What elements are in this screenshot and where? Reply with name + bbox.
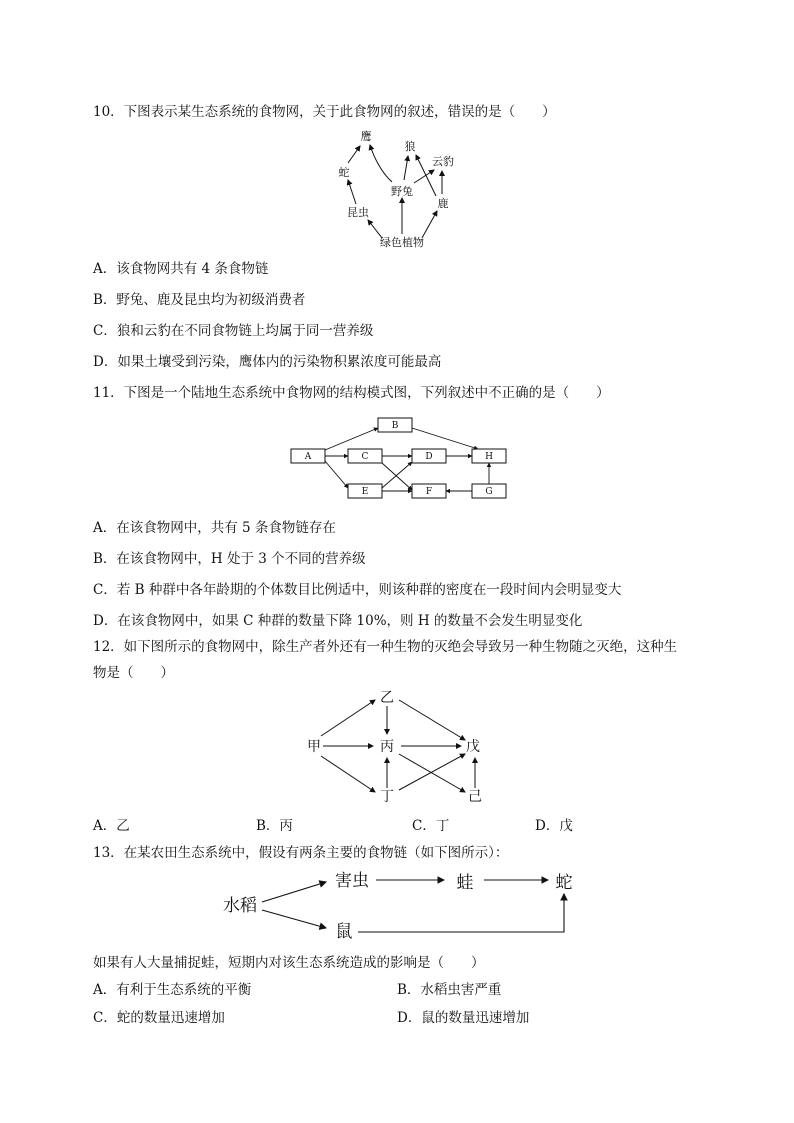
label-b: B: [391, 421, 399, 431]
node-snake: 蛇: [555, 873, 573, 893]
q10-option-b: B．野兔、鹿及昆虫均为初级消费者: [93, 292, 306, 308]
node-yi: 乙: [380, 690, 394, 706]
node-eagle: 鹰: [360, 130, 372, 143]
node-clouded-leopard: 云豹: [432, 155, 454, 168]
label-g: G: [485, 487, 493, 497]
q12-stem-line1: 12．如下图所示的食物网中，除生产者外还有一种生物的灭绝会导致另一种生物随之灭绝，这种生: [93, 639, 678, 655]
node-wolf: 狼: [404, 140, 416, 153]
node-deer: 鹿: [437, 197, 449, 210]
label-a: A: [304, 452, 312, 462]
node-snake: 蛇: [338, 166, 350, 179]
q10-stem: 10．下图表示某生态系统的食物网，关于此食物网的叙述，错误的是（ ）: [93, 104, 556, 120]
q12-stem-line2: 物是（ ）: [93, 665, 174, 681]
q13-option-a: A．有利于生态系统的平衡: [93, 982, 252, 998]
q13-option-d: D．鼠的数量迅速增加: [397, 1010, 530, 1026]
label-e: E: [361, 487, 369, 497]
q10-option-a: A．该食物网共有 4 条食物链: [93, 261, 269, 277]
node-rice: 水稻: [223, 896, 257, 916]
q12-option-c: C．丁: [412, 818, 450, 834]
node-frog: 蛙: [456, 873, 474, 893]
node-rabbit: 野兔: [391, 185, 413, 198]
node-green-plant: 绿色植物: [380, 236, 424, 249]
q13-option-c: C．蛇的数量迅速增加: [93, 1010, 225, 1026]
q11-option-d: D．在该食物网中，如果 C 种群的数量下降 10%，则 H 的数量不会发生明显变化: [93, 613, 583, 629]
q13-stem: 13．在某农田生态系统中，假设有两条主要的食物链（如下图所示）：: [93, 845, 509, 861]
q10-food-web-diagram: [330, 128, 460, 253]
q12-option-b: B．丙: [256, 818, 293, 834]
q11-option-c: C．若 B 种群中各年龄期的个体数目比例适中，则该种群的密度在一段时间内会明显变大: [93, 582, 622, 598]
q13-food-chain-diagram: [218, 866, 578, 942]
node-ding: 丁: [380, 789, 394, 805]
q11-food-web-diagram: [288, 414, 513, 504]
q11-stem: 11．下图是一个陆地生态系统中食物网的结构模式图，下列叙述中不正确的是（ ）: [93, 385, 610, 401]
node-wu: 戊: [466, 739, 480, 755]
q11-option-b: B．在该食物网中，H 处于 3 个不同的营养级: [93, 551, 366, 567]
q12-option-d: D．戊: [535, 818, 573, 834]
node-pest: 害虫: [335, 871, 369, 891]
label-c: C: [361, 452, 369, 462]
q11-option-a: A．在该食物网中，共有 5 条食物链存在: [93, 520, 336, 536]
label-d: D: [425, 452, 433, 462]
label-h: H: [485, 452, 493, 462]
node-jia: 甲: [307, 739, 321, 755]
node-bing: 丙: [380, 739, 394, 755]
node-insect: 昆虫: [347, 206, 369, 219]
node-ji: 己: [468, 789, 482, 805]
q13-question: 如果有人大量捕捉蛙，短期内对该生态系统造成的影响是（ ）: [93, 955, 485, 971]
node-rat: 鼠: [335, 922, 353, 942]
q12-food-web-diagram: [305, 684, 495, 809]
q10-option-c: C．狼和云豹在不同食物链上均属于同一营养级: [93, 323, 374, 339]
q10-option-d: D．如果土壤受到污染，鹰体内的污染物积累浓度可能最高: [93, 354, 442, 370]
label-f: F: [425, 487, 433, 497]
q12-option-a: A．乙: [93, 818, 130, 834]
q13-option-b: B．水稻虫害严重: [397, 982, 502, 998]
